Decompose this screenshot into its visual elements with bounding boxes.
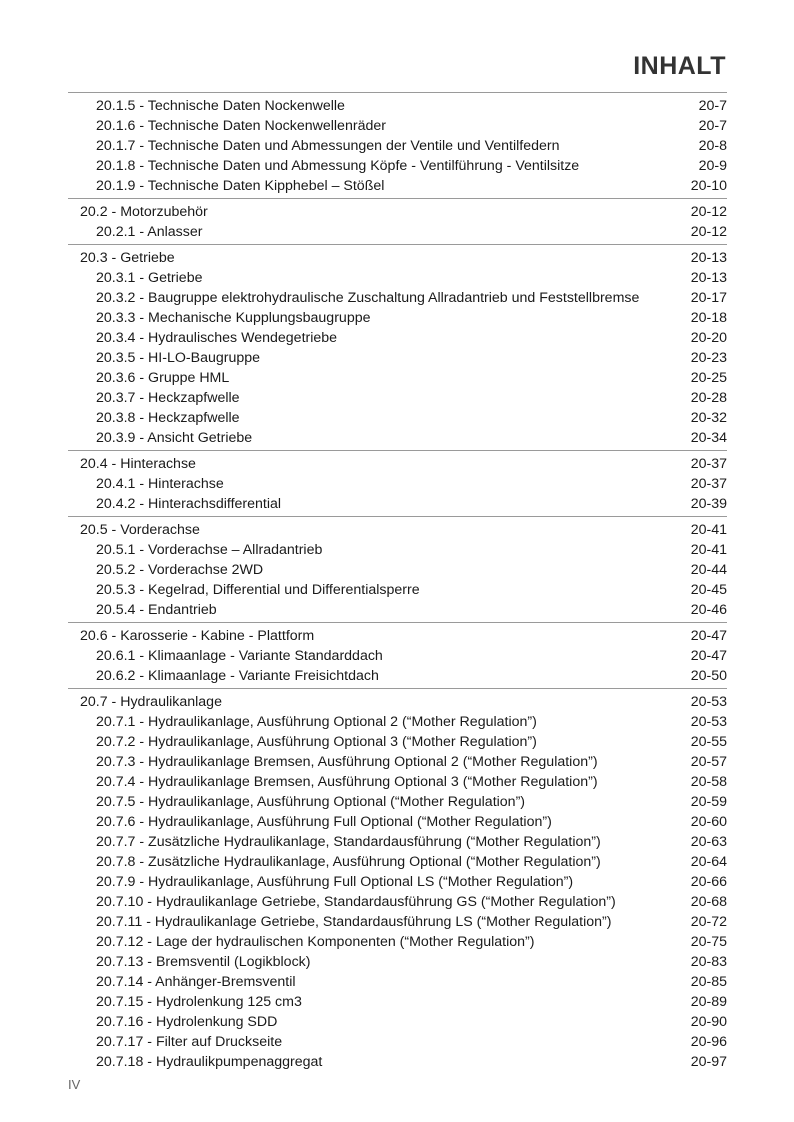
toc-entry[interactable]	[68, 540, 727, 560]
toc-entry-page: 20-41	[690, 542, 727, 558]
toc-entry-page: 20-97	[690, 1054, 727, 1070]
toc-entry-title: 20.3.3 - Mechanische Kupplungsbaugruppe	[96, 310, 371, 326]
toc-entry-page: 20-12	[690, 204, 727, 220]
toc-entry[interactable]	[68, 368, 727, 388]
toc-entry[interactable]	[68, 96, 727, 116]
toc-entry-page: 20-47	[690, 648, 727, 664]
toc-section-heading[interactable]	[68, 692, 727, 712]
toc-entry-page: 20-12	[690, 224, 727, 240]
toc-section	[68, 244, 727, 450]
toc-entry-page: 20-44	[690, 562, 727, 578]
toc-entry-title: 20.3.5 - HI-LO-Baugruppe	[96, 350, 261, 366]
toc-entry-page: 20-8	[698, 138, 727, 154]
toc-entry[interactable]	[68, 712, 727, 732]
toc-entry-page: 20-9	[698, 158, 727, 174]
toc-entry-title: 20.1.8 - Technische Daten und Abmessung Köpfe - Ventilführung - Ventilsitze	[96, 158, 580, 174]
toc-entry-title: 20.7 - Hydraulikanlage	[80, 694, 222, 710]
toc-entry-title: 20.5.3 - Kegelrad, Differential und Differentialsperre	[96, 582, 420, 598]
toc-entry-title: 20.3.9 - Ansicht Getriebe	[96, 430, 253, 446]
toc-entry-page: 20-53	[690, 694, 727, 710]
toc-entry[interactable]	[68, 792, 727, 812]
toc-entry-page: 20-64	[690, 854, 727, 870]
toc-section-heading[interactable]	[68, 454, 727, 474]
toc-entry-title: 20.7.4 - Hydraulikanlage Bremsen, Ausführung Optional 3 (“Mother Regulation”)	[96, 774, 598, 790]
toc-entry-page: 20-68	[690, 894, 727, 910]
toc-entry-page: 20-96	[690, 1034, 727, 1050]
toc-entry-page: 20-32	[690, 410, 727, 426]
toc-entry[interactable]	[68, 952, 727, 972]
toc-section-heading[interactable]	[68, 520, 727, 540]
toc-entry-page: 20-13	[690, 250, 727, 266]
toc-entry-page: 20-41	[690, 522, 727, 538]
page-number: IV	[68, 1077, 81, 1092]
toc-entry-page: 20-90	[690, 1014, 727, 1030]
toc-section	[68, 622, 727, 688]
toc-entry-title: 20.1.6 - Technische Daten Nockenwellenräder	[96, 118, 386, 134]
toc-entry[interactable]	[68, 156, 727, 176]
toc-entry[interactable]	[68, 288, 727, 308]
toc-entry[interactable]	[68, 812, 727, 832]
toc-entry-title: 20.3 - Getriebe	[80, 250, 175, 266]
toc-entry-title: 20.3.7 - Heckzapfwelle	[96, 390, 240, 406]
toc-section-heading[interactable]	[68, 202, 727, 222]
toc-section-heading[interactable]	[68, 626, 727, 646]
toc-section	[68, 688, 727, 1074]
toc-entry[interactable]	[68, 972, 727, 992]
toc-entry-page: 20-72	[690, 914, 727, 930]
toc-entry-title: 20.7.12 - Lage der hydraulischen Komponenten (“Mother Regulation”)	[96, 934, 535, 950]
toc-entry[interactable]	[68, 872, 727, 892]
toc-entry-title: 20.7.15 - Hydrolenkung 125 cm3	[96, 994, 302, 1010]
toc-entry-title: 20.5.2 - Vorderachse 2WD	[96, 562, 264, 578]
toc-entry[interactable]	[68, 892, 727, 912]
toc-entry-title: 20.3.4 - Hydraulisches Wendegetriebe	[96, 330, 338, 346]
toc-entry-title: 20.3.2 - Baugruppe elektrohydraulische Zuschaltung Allradantrieb und Feststellbremse	[96, 290, 640, 306]
toc-entry-page: 20-59	[690, 794, 727, 810]
toc-entry[interactable]	[68, 600, 727, 620]
toc-entry-page: 20-45	[690, 582, 727, 598]
toc-entry[interactable]	[68, 772, 727, 792]
toc-entry[interactable]	[68, 646, 727, 666]
toc-entry-title: 20.1.9 - Technische Daten Kipphebel – Stößel	[96, 178, 385, 194]
toc-entry-title: 20.7.6 - Hydraulikanlage, Ausführung Full Optional (“Mother Regulation”)	[96, 814, 552, 830]
page-title: INHALT	[633, 52, 726, 80]
toc-entry-title: 20.7.13 - Bremsventil (Logikblock)	[96, 954, 311, 970]
toc-entry[interactable]	[68, 752, 727, 772]
toc-entry-title: 20.2 - Motorzubehör	[80, 204, 208, 220]
toc-entry-page: 20-53	[690, 714, 727, 730]
toc-entry-title: 20.6.2 - Klimaanlage - Variante Freisichtdach	[96, 668, 379, 684]
toc-entry-title: 20.6.1 - Klimaanlage - Variante Standarddach	[96, 648, 383, 664]
toc-entry[interactable]	[68, 580, 727, 600]
toc-entry[interactable]	[68, 1052, 727, 1072]
toc-entry-title: 20.7.18 - Hydraulikpumpenaggregat	[96, 1054, 323, 1070]
toc-entry-page: 20-89	[690, 994, 727, 1010]
toc-entry-page: 20-17	[690, 290, 727, 306]
toc-entry[interactable]	[68, 1012, 727, 1032]
toc-entry[interactable]	[68, 474, 727, 494]
table-of-contents	[68, 92, 727, 1074]
toc-entry[interactable]	[68, 348, 727, 368]
toc-entry[interactable]	[68, 932, 727, 952]
toc-entry[interactable]	[68, 992, 727, 1012]
toc-entry-title: 20.7.10 - Hydraulikanlage Getriebe, Standardausführung GS (“Mother Regulation”)	[96, 894, 616, 910]
toc-entry-page: 20-7	[698, 118, 727, 134]
toc-entry-title: 20.7.5 - Hydraulikanlage, Ausführung Optional (“Mother Regulation”)	[96, 794, 526, 810]
toc-entry-page: 20-37	[690, 476, 727, 492]
toc-entry[interactable]	[68, 136, 727, 156]
toc-entry[interactable]	[68, 494, 727, 514]
toc-entry[interactable]	[68, 560, 727, 580]
toc-entry[interactable]	[68, 428, 727, 448]
toc-entry-title: 20.2.1 - Anlasser	[96, 224, 203, 240]
toc-section	[68, 92, 727, 198]
toc-entry-page: 20-46	[690, 602, 727, 618]
toc-entry-page: 20-34	[690, 430, 727, 446]
toc-entry-page: 20-28	[690, 390, 727, 406]
toc-entry-title: 20.3.1 - Getriebe	[96, 270, 203, 286]
toc-section-heading[interactable]	[68, 248, 727, 268]
toc-entry-title: 20.4.1 - Hinterachse	[96, 476, 224, 492]
toc-entry-title: 20.1.5 - Technische Daten Nockenwelle	[96, 98, 345, 114]
toc-entry[interactable]	[68, 308, 727, 328]
toc-entry-title: 20.5.4 - Endantrieb	[96, 602, 217, 618]
toc-entry-page: 20-83	[690, 954, 727, 970]
toc-entry[interactable]	[68, 116, 727, 136]
toc-entry-title: 20.6 - Karosserie - Kabine - Plattform	[80, 628, 315, 644]
toc-entry-title: 20.7.1 - Hydraulikanlage, Ausführung Optional 2 (“Mother Regulation”)	[96, 714, 537, 730]
toc-entry-page: 20-20	[690, 330, 727, 346]
toc-entry-title: 20.1.7 - Technische Daten und Abmessungen der Ventile und Ventilfedern	[96, 138, 560, 154]
toc-entry[interactable]	[68, 852, 727, 872]
toc-entry-title: 20.3.8 - Heckzapfwelle	[96, 410, 240, 426]
toc-entry[interactable]	[68, 176, 727, 196]
toc-entry-page: 20-18	[690, 310, 727, 326]
toc-entry-page: 20-57	[690, 754, 727, 770]
toc-entry-page: 20-7	[698, 98, 727, 114]
toc-entry[interactable]	[68, 388, 727, 408]
toc-entry[interactable]	[68, 832, 727, 852]
toc-entry-page: 20-60	[690, 814, 727, 830]
toc-entry-title: 20.3.6 - Gruppe HML	[96, 370, 230, 386]
toc-entry-page: 20-66	[690, 874, 727, 890]
toc-entry-title: 20.7.9 - Hydraulikanlage, Ausführung Full Optional LS (“Mother Regulation”)	[96, 874, 574, 890]
toc-entry-page: 20-25	[690, 370, 727, 386]
toc-entry-page: 20-37	[690, 456, 727, 472]
toc-entry-title: 20.7.11 - Hydraulikanlage Getriebe, Standardausführung LS (“Mother Regulation”)	[96, 914, 612, 930]
toc-entry-page: 20-75	[690, 934, 727, 950]
toc-section	[68, 198, 727, 244]
toc-entry[interactable]	[68, 222, 727, 242]
toc-entry-page: 20-23	[690, 350, 727, 366]
toc-entry-title: 20.5 - Vorderachse	[80, 522, 200, 538]
toc-entry[interactable]	[68, 732, 727, 752]
toc-entry-title: 20.5.1 - Vorderachse – Allradantrieb	[96, 542, 323, 558]
toc-entry-page: 20-58	[690, 774, 727, 790]
toc-entry-page: 20-47	[690, 628, 727, 644]
toc-entry[interactable]	[68, 912, 727, 932]
toc-entry-title: 20.7.17 - Filter auf Druckseite	[96, 1034, 283, 1050]
toc-entry-title: 20.4 - Hinterachse	[80, 456, 196, 472]
toc-entry[interactable]	[68, 408, 727, 428]
toc-entry-title: 20.7.2 - Hydraulikanlage, Ausführung Optional 3 (“Mother Regulation”)	[96, 734, 537, 750]
toc-entry-page: 20-39	[690, 496, 727, 512]
toc-entry-title: 20.7.7 - Zusätzliche Hydraulikanlage, Standardausführung (“Mother Regulation”)	[96, 834, 601, 850]
toc-entry[interactable]	[68, 268, 727, 288]
toc-entry-page: 20-63	[690, 834, 727, 850]
toc-entry-title: 20.7.3 - Hydraulikanlage Bremsen, Ausführung Optional 2 (“Mother Regulation”)	[96, 754, 598, 770]
toc-entry[interactable]	[68, 328, 727, 348]
toc-entry-title: 20.4.2 - Hinterachsdifferential	[96, 496, 282, 512]
toc-entry[interactable]	[68, 666, 727, 686]
toc-entry-page: 20-50	[690, 668, 727, 684]
toc-entry[interactable]	[68, 1032, 727, 1052]
toc-entry-title: 20.7.8 - Zusätzliche Hydraulikanlage, Ausführung Optional (“Mother Regulation”)	[96, 854, 601, 870]
toc-entry-page: 20-55	[690, 734, 727, 750]
toc-entry-page: 20-10	[690, 178, 727, 194]
toc-entry-title: 20.7.16 - Hydrolenkung SDD	[96, 1014, 278, 1030]
toc-entry-page: 20-13	[690, 270, 727, 286]
toc-entry-page: 20-85	[690, 974, 727, 990]
toc-section	[68, 450, 727, 516]
toc-section	[68, 516, 727, 622]
toc-entry-title: 20.7.14 - Anhänger-Bremsventil	[96, 974, 296, 990]
